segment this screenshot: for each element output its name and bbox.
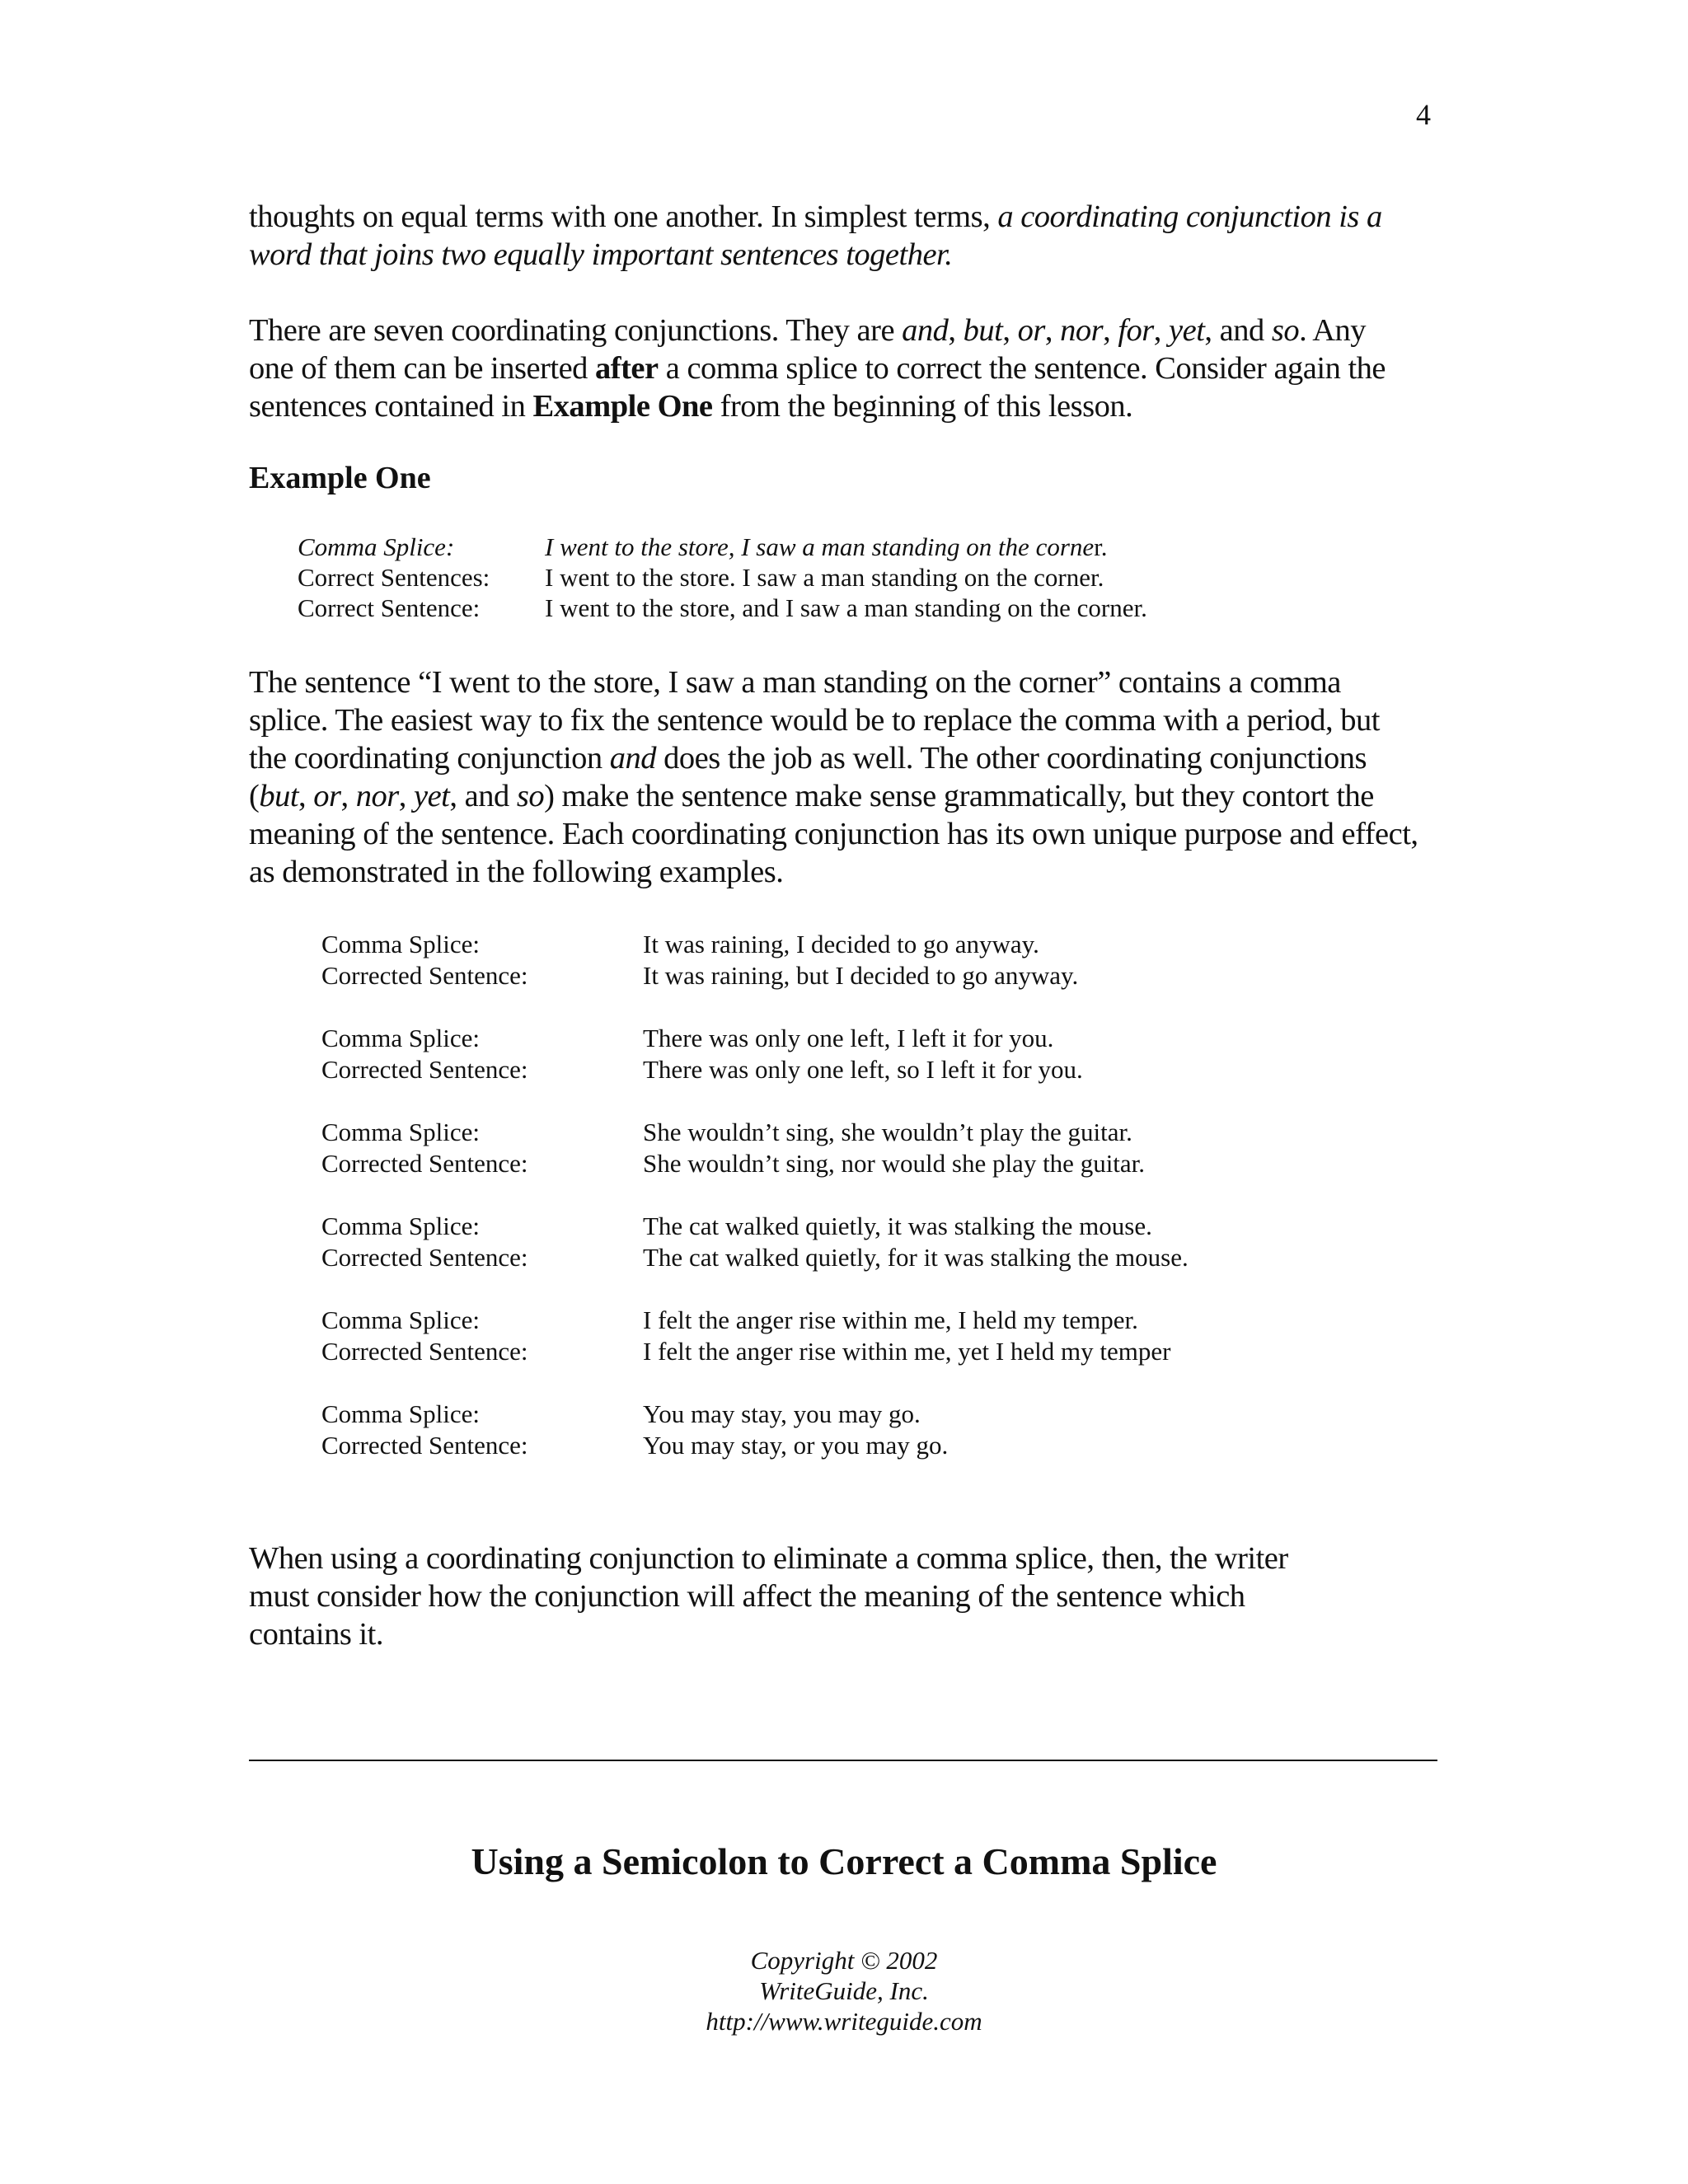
conj-nor: nor — [355, 779, 399, 813]
corrected-label: Corrected Sentence: — [321, 1149, 528, 1178]
splice-row — [321, 1023, 1189, 1054]
sep: , and — [449, 779, 517, 813]
bold-after: after — [595, 351, 659, 386]
splice-row — [321, 929, 1189, 960]
section-title: Using a Semicolon to Correct a Comma Splice — [471, 1840, 1217, 1882]
corrected-label: Corrected Sentence: — [321, 1337, 528, 1366]
splice-label: Comma Splice: — [321, 1212, 481, 1240]
sep: , — [1002, 313, 1018, 348]
conj-but: but — [963, 313, 1003, 348]
example-sentence-text: I went to the store, I saw a man standing on the corne — [545, 532, 1095, 561]
splice-label: Comma Splice: — [321, 1399, 481, 1428]
splice-sentence: It was raining, I decided to go anyway. — [643, 930, 1039, 958]
conj-yet: yet — [1169, 313, 1205, 348]
corrected-sentence: It was raining, but I decided to go anyway. — [643, 961, 1079, 990]
conj-for: for — [1118, 313, 1154, 348]
example-pair — [321, 1305, 1189, 1367]
copyright-line: Copyright © 2002 — [750, 1946, 938, 1975]
conj-and: and — [609, 741, 657, 776]
corrected-label: Corrected Sentence: — [321, 1243, 528, 1272]
sep: , — [398, 779, 414, 813]
company-name: WriteGuide, Inc. — [759, 1976, 929, 2005]
corrected-row — [321, 1430, 1189, 1461]
para3-text-3: ) make the sentence make sense grammatically, but they contort the meaning of the sentence. Each coordinating conjunction has its own unique purpose and effect, as demonstrated in the following examples. — [249, 779, 1418, 889]
sep: , — [298, 779, 314, 813]
page-number: 4 — [1416, 98, 1431, 131]
copyright-block — [0, 1945, 1688, 2036]
splice-sentence: She wouldn’t sing, she wouldn’t play the guitar. — [643, 1118, 1132, 1146]
corrected-sentence: I felt the anger rise within me, yet I held my temper — [643, 1337, 1171, 1366]
corrected-sentence: You may stay, or you may go. — [643, 1431, 949, 1460]
example-sentence — [545, 532, 1108, 562]
example-label: Correct Sentence: — [298, 593, 481, 622]
sep: , — [948, 313, 964, 348]
splice-row — [321, 1399, 1189, 1430]
corrected-row — [321, 1242, 1189, 1273]
corrected-sentence: She wouldn’t sing, nor would she play the guitar. — [643, 1149, 1146, 1178]
splice-row — [321, 1211, 1189, 1242]
example-pair — [321, 929, 1189, 991]
example-pair — [321, 1117, 1189, 1179]
corrected-label: Corrected Sentence: — [321, 1431, 528, 1460]
corrected-row — [321, 1148, 1189, 1179]
conclusion-paragraph — [249, 1540, 1320, 1653]
bold-example-one: Example One — [532, 389, 713, 424]
splice-label: Comma Splice: — [321, 1305, 481, 1334]
splice-label: Comma Splice: — [321, 930, 481, 958]
corrected-sentence: The cat walked quietly, for it was stalking the mouse. — [643, 1243, 1189, 1272]
conj-or: or — [313, 779, 341, 813]
para2-text-2: . Any one of them can be inserted — [249, 313, 1367, 386]
corrected-sentence: There was only one left, so I left it for you. — [643, 1055, 1083, 1084]
para2-text-1: There are seven coordinating conjunctions. They are — [249, 313, 903, 348]
sep: , — [1103, 313, 1118, 348]
example-one-row — [298, 593, 1147, 623]
example-label: Comma Splice: — [298, 532, 455, 561]
para3-text-1: The sentence “I went to the store, I saw a man standing on the corner” contains a comma splice. The easiest way to fix the sentence would be to replace the comma with a period, but the coordinating conjunction — [249, 665, 1380, 776]
conj-but: but — [259, 779, 299, 813]
sep: , — [1153, 313, 1170, 348]
example-sentence-tail: r. — [1094, 532, 1108, 561]
conj-nor: nor — [1060, 313, 1104, 348]
examples-table — [321, 929, 1189, 1493]
divider-line — [249, 1760, 1437, 1761]
conj-or: or — [1017, 313, 1045, 348]
example-one-table — [298, 532, 1147, 623]
splice-row — [321, 1117, 1189, 1148]
para3-text-2: does the job as well. The other coordinating conjunctions ( — [249, 741, 1367, 813]
example-one-heading: Example One — [249, 461, 431, 495]
conj-so: so — [516, 779, 545, 813]
para2-text-3: a comma splice to correct the sentence. Consider again the sentences contained in — [249, 351, 1386, 424]
splice-sentence: You may stay, you may go. — [643, 1399, 921, 1428]
conj-and: and — [902, 313, 949, 348]
splice-label: Comma Splice: — [321, 1024, 481, 1052]
conj-so: so — [1271, 313, 1300, 348]
para2-text-4: from the beginning of this lesson. — [712, 389, 1133, 424]
conjunctions-paragraph — [249, 312, 1403, 425]
example-sentence: I went to the store. I saw a man standing on the corner. — [545, 563, 1104, 592]
example-one-row — [298, 532, 1147, 562]
sep: , — [1044, 313, 1061, 348]
corrected-row — [321, 1054, 1189, 1085]
website-url: http://www.writeguide.com — [706, 2007, 982, 2036]
para1-text: thoughts on equal terms with one another. In simplest terms, — [249, 199, 998, 234]
corrected-label: Corrected Sentence: — [321, 1055, 528, 1084]
corrected-row — [321, 960, 1189, 991]
splice-row — [321, 1305, 1189, 1336]
example-pair — [321, 1399, 1189, 1461]
para1-definition: a coordinating conjunction is a word that joins two equally important sentences together. — [249, 199, 1382, 272]
corrected-label: Corrected Sentence: — [321, 961, 528, 990]
example-one-row — [298, 562, 1147, 593]
splice-sentence: The cat walked quietly, it was stalking the mouse. — [643, 1212, 1152, 1240]
conj-yet: yet — [414, 779, 450, 813]
example-pair — [321, 1211, 1189, 1273]
explanation-paragraph — [249, 663, 1419, 891]
intro-paragraph — [249, 198, 1403, 274]
corrected-row — [321, 1336, 1189, 1367]
conclusion-text: When using a coordinating conjunction to eliminate a comma splice, then, the writer must consider how the conjunction will affect the meaning of the sentence which contains it. — [249, 1541, 1288, 1652]
splice-sentence: There was only one left, I left it for you. — [643, 1024, 1054, 1052]
splice-label: Comma Splice: — [321, 1118, 481, 1146]
sep: , — [340, 779, 356, 813]
example-sentence: I went to the store, and I saw a man standing on the corner. — [545, 593, 1147, 622]
example-pair — [321, 1023, 1189, 1085]
example-label: Correct Sentences: — [298, 563, 490, 592]
sep: , and — [1204, 313, 1272, 348]
splice-sentence: I felt the anger rise within me, I held my temper. — [643, 1305, 1138, 1334]
